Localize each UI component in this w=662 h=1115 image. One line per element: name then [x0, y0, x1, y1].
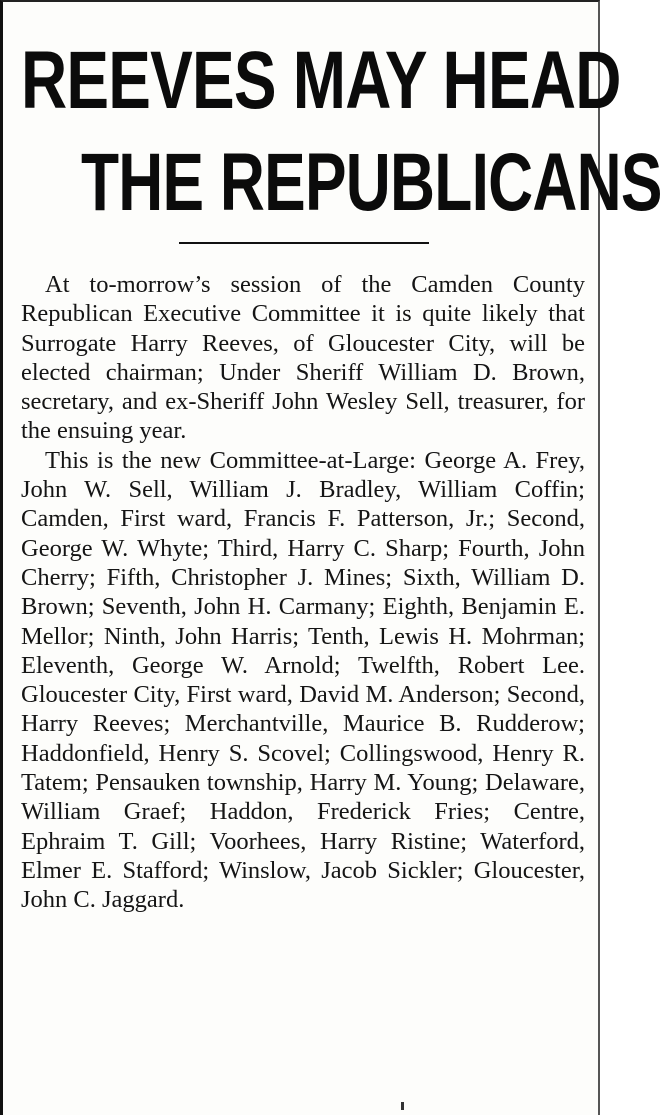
headline-line-2: THE REPUBLICANS: [81, 137, 662, 228]
article-body: [21, 270, 585, 915]
article-paragraph-2: This is the new Committee-at-Large: George A. Frey, John W. Sell, William J. Bradley, William Coffin; Camden, First ward, Francis F. Patterson, Jr.; Second, George W. Whyte; Third, Harry C. Sharp; Fourth, John Cherry; Fifth, Christopher J. Mines; Sixth, William D. Brown; Seventh, John H. Carmany; Eighth, Benjamin E. Mellor; Ninth, John Harris; Tenth, Lewis H. Mohrman; Eleventh, George W. Arnold; Twelfth, Robert Lee. Gloucester City, First ward, David M. Anderson; Second, Harry Reeves; Merchantville, Maurice B. Rudderow; Haddonfield, Henry S. Scovel; Collingswood, Henry R. Tatem; Pensauken township, Harry M. Young; Delaware, William Graef; Haddon, Frederick Fries; Centre, Ephraim T. Gill; Voorhees, Harry Ristine; Waterford, Elmer E. Stafford; Winslow, Jacob Sickler; Gloucester, John C. Jaggard.: [21, 446, 585, 914]
article-paragraph-1: At to-morrow’s session of the Camden County Republican Executive Committee it is quite likely that Surrogate Harry Reeves, of Gloucester City, will be elected chairman; Under Sheriff William D. Brown, secretary, and ex-Sheriff John Wesley Sell, treasurer, for the ensuing year.: [21, 271, 585, 445]
headline-line-1: REEVES MAY HEAD: [21, 35, 621, 126]
print-mark: [401, 1102, 404, 1110]
headline-divider: [179, 242, 429, 244]
